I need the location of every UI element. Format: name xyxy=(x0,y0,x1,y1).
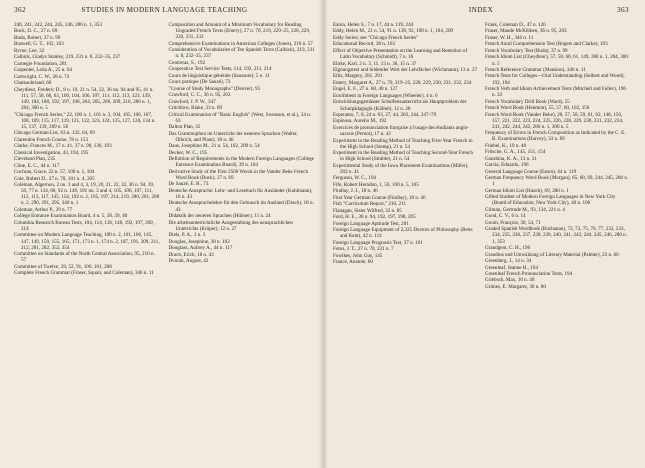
index-entry: Exercices de prononciation française à l'usage des étudiants anglo-saxons (Pernot), 17 n. 42 xyxy=(333,124,469,138)
index-entry: Composition and Amount of a Minimum Vocabulary for Reading Ungraded French Texts (Emery), 27 n. 70, 219, 220–25, 228, 229, 230, 231, 232 xyxy=(168,22,311,41)
index-entry: Douglas, Josephine, 38 n. 102 xyxy=(168,238,230,245)
index-entry: Coleman, Algernon, 2 nn. 3 and 4, 3, 19, 20, 21, 22, 32, 36 n. 94, 39, 50, 77 n. 134, 88, 92 n. 149, 101 nn. 3 and 4, 105, 106, 107, 111, 112, 113, 117, 145, 154, 192 n. 2, 195, 197, 214, 219, 280, 281, 288 n. 2, 290, 291, 295, 346 n. 1 xyxy=(14,182,160,207)
index-entry: Greenberg, J., 14 n. 34 xyxy=(485,258,532,265)
index-entry: Fotos, J. T., 27 n. 70, 231 n. 7 xyxy=(333,246,394,253)
index-entry: Buda, Robert, 37 n. 99 xyxy=(14,34,61,41)
index-entry: Committee on Modern Language Teaching, 100 n. 2, 101, 106, 145, 147, 149, 150, 155, 165, 171, 173 n. 1, 174 n. 2, 187, 191, 209, 211, 212, 281, 282, 352, 354 xyxy=(14,232,160,251)
index-entry: German Frequency Word Book (Morgan), 65, 68, 69, 244, 245, 280 n. 1 xyxy=(485,175,629,188)
index-entry: Critical Examination of "Basic English" (West, Swenson, et al.), 24 n. 63 xyxy=(168,111,312,124)
index-entry: Friebel, K., 19 n. 48 xyxy=(485,142,527,149)
index-entry: Das Grammophon im Unterricht der neueren Sprachen (Walter, Olbrich, and Plaut), 18 n. 46 xyxy=(168,130,298,143)
index-entry: French Idiom List (Cheydleur), 57, 58, 60, 61, 149, 280 n. 1, 284, 300 n. 5 xyxy=(485,54,628,67)
index-entry: Dalton Plan, 35 xyxy=(168,124,201,131)
right-index-col-1 xyxy=(333,22,477,290)
index-entry: Foreign Language Equipment of 2,325 Doctors of Philosophy (Betts and Kent), 42 n. 114 xyxy=(333,227,473,240)
index-entry: Calbick, Gladys Stanley, 219, 231 n. 8, 232–35, 237 xyxy=(14,54,121,61)
index-entry: Grandgent, C. H., 196 xyxy=(485,245,531,252)
index-entry: Contreras, S., 192 xyxy=(168,59,206,66)
index-entry: Fife, Robert Herndon, 1, 50, 100 n. 5, 105 xyxy=(333,181,419,188)
index-entry: Eddy, Helen M., 21 n. 54, 91 n. 138, 92, 100 n. 1, 104, 209 xyxy=(333,28,454,35)
index-entry: Clarendon French Course, 78 n. 153 xyxy=(14,136,88,143)
index-entry: Fowlkes, John Guy, 145 xyxy=(333,252,383,259)
index-entry: Ferguson, W. C., 194 xyxy=(333,175,377,182)
index-entry: Cooperative Test Service Tests, 114, 192, 211, 214 xyxy=(168,66,272,73)
index-entry: Consideration of Vocabularies of Ten Spanish Texts (Calbick), 219, 231 n. 8, 232–35, 237 xyxy=(168,47,315,60)
index-entry: Ehrke, Karl, 2 n. 3, 11, 13 n. 30, 15 n. 37 xyxy=(333,60,417,67)
index-entry: Ford, H. E., 36 n. 94, 192, 197, 198, 205 xyxy=(333,214,416,221)
index-entry: Eddy Series; see "Chicago French Series" xyxy=(333,34,419,41)
index-entry: Greenleaf French Pronunciation Tests, 194 xyxy=(485,270,573,277)
index-entry: Columbia Research Bureau Tests, 104, 114, 136, 148, 192, 197, 209, 214 xyxy=(14,219,154,232)
index-entry: Crawford, C. C., 36 n. 95, 203 xyxy=(168,92,231,99)
index-entry: Daus, Josephine M., 21 n. 54, 102, 209 n. 54 xyxy=(168,143,260,150)
index-entry: Coleman, Arthur P., 29 n. 77 xyxy=(14,206,73,213)
index-entry: Garcia, Eduardo, 196 xyxy=(485,162,529,169)
index-entry: General Language Course (Eaton), 44 n. 119 xyxy=(485,168,577,175)
index-entry: Decker, W. C., 195 xyxy=(168,149,208,156)
index-entry: Eignungstest und bildender Wert der Lehrfächer (Wichmann), 13 n. 37 xyxy=(333,67,477,73)
index-entry: Diels, P. A., 1 n. 3 xyxy=(168,232,206,239)
index-entry: French Aural Comprehension Test (Rogers and Clarke), 193 xyxy=(485,41,608,48)
index-entry: Gouin, François, 30, 54, 71 xyxy=(485,219,541,226)
index-entry: Enrollment in Foreign Languages (Wheeler), 4 n. 6 xyxy=(333,92,438,99)
index-entry: Educational Record, 38 n. 103 xyxy=(333,41,395,48)
index-entry: "Course of Study Monographs" (Denver), 93 xyxy=(168,85,261,92)
index-entry: Good, C. V., 6 n. 14 xyxy=(485,213,526,220)
index-entry: Cartwright, C. W., 28 n. 74 xyxy=(14,73,70,80)
index-entry: Findlay, J. J., 18 n. 46 xyxy=(333,188,378,195)
index-entry: Deutsche Aussprache: Lehr- und Lesebuch für Ausländer (Kuhlmann), 18 n. 43 xyxy=(168,187,313,200)
index-entry: Critchlow, Blake, 33 n. 89 xyxy=(168,105,223,112)
index-entry: Experiment in the Reading Method of Teaching Second-Year French in High School (Struble), 21 n. 54 xyxy=(333,150,473,163)
left-running-title: STUDIES IN MODERN LANGUAGE TEACHING xyxy=(81,6,248,14)
index-entry: Chicago German List, 63 n. 132, 64, 69 xyxy=(14,130,95,137)
index-entry: Byrne, Lee, 32 xyxy=(14,47,45,54)
index-entry: Buswell, G. T., 102, 103 xyxy=(14,41,64,48)
index-entry: Fraser, Maude McKibben, 36 n. 95, 203 xyxy=(485,28,567,35)
index-entry: Frequency of Errors in French Composition as Indicated by the C. E. B. Examinations (Harvey), 33 n. 89 xyxy=(485,130,626,143)
index-entry: French Word Book (Henmon), 55, 57, 60, 102, 150 xyxy=(485,105,590,112)
index-entry: Gilman, Gertrude M., 93, 134, 221 n. 4 xyxy=(485,206,565,213)
index-entry: Greenleaf, Jeanne H., 194 xyxy=(485,264,538,271)
index-entry: College Entrance Examination Board, 4 n. 5, 38, 39, 40 xyxy=(14,213,128,220)
index-entry: Cours pratique (De Sauzé), 73 xyxy=(168,79,231,86)
index-entry: Cours de linguistique générale (Saussure), 5 n. 11 xyxy=(168,72,270,79)
index-entry: Engel, E. F., 27 n. 68, 48 n. 127 xyxy=(333,86,398,93)
index-entry: Chateaubriand, 60 xyxy=(14,80,52,87)
right-running-head xyxy=(333,6,629,20)
index-entry: Didaktik der neueren Sprachen (Hübner), 11 n. 24 xyxy=(168,213,271,220)
index-entry: Classical Investigation, 43, 194, 195 xyxy=(14,149,89,156)
index-entry: Comprehensive Examinations in American Colleges (Jones), 210 n. 57 xyxy=(168,40,313,47)
index-entry: Grandius und Umwälzung of Literary Material (Palmer), 23 n. 60 xyxy=(485,251,619,258)
index-entry: Definition of Requirements in the Modern Foreign Languages (College Entrance Examination Board), 39 n. 104 xyxy=(168,156,314,169)
index-entry: Cole, Robert D., 27 n. 70, 101 n. 4, 205 xyxy=(14,175,95,182)
right-page xyxy=(323,0,645,468)
index-entry: Foreign Language Aptitude Test, 201 xyxy=(333,220,409,227)
index-entry: Crawford, J. P. W., 347 xyxy=(168,98,216,105)
index-entry: Drach, Erich, 18 n. 43 xyxy=(168,251,214,258)
index-entry: French Vocabulary Test (Buda), 37 n. 99 xyxy=(485,47,568,54)
index-entry: French Word Book (Vander Beke), 28, 57, 58, 59, 61, 62, 148, 150, 157, 221, 222, 223, 224, 225, 226, 228, 229, 230, 231, 232, 234, 241, 242, 244, 245, 280 n. 1, 300 n. 5 xyxy=(485,111,624,130)
index-entry: Cline, E. C., 44 n. 117 xyxy=(14,162,60,169)
index-entry: Eaton, Helen S., 7 n. 17, 44 n. 119, 244 xyxy=(333,22,414,28)
left-running-head xyxy=(14,6,315,20)
index-entry: Carnegie Foundation, 281 xyxy=(14,60,68,67)
index-entry: 240, 241, 242, 244, 245, 246, 280 n. 1, 353 xyxy=(14,22,102,28)
index-entry: French Tests for Colleges—Oral Understanding (Seibert and Wood), 192, 194 xyxy=(485,73,625,86)
index-entry: Cheydleur, Frederic D., 8 n. 19, 21 n. 54, 22, 36 nn. 94 and 95, 41 n. 111, 57, 58, 60, 63, 100, 104, 106, 107, 111, 112, 113, 123, 139, 149, 184, 188, 192, 197, 198, 204, 205, 206, 209, 210, 280 n. 1, 284, 300 n. 5 xyxy=(14,86,154,112)
index-entry: Clarke, Frances M., 17 n. 41, 37 n. 98, 136, 193 xyxy=(14,143,112,150)
index-entry: Espinosa, Aurelio M., 192 xyxy=(333,118,387,125)
index-entry: Dvorak, August, 42 xyxy=(168,258,209,265)
index-entry: Fraser, W. H., 346 n. 11 xyxy=(485,34,534,41)
index-entry: Cleveland Plan, 235 xyxy=(14,156,56,163)
index-entry: French Vocabulary Drill Book (Ward), 55 xyxy=(485,98,570,105)
right-index-columns xyxy=(333,22,629,290)
left-page-number: 362 xyxy=(14,6,26,14)
index-entry: Carpenter, Leila A., 25 n. 64 xyxy=(14,67,72,74)
index-entry: Experimental Study of the Iowa Placement Examinations (Miller), 202 n. 41 xyxy=(333,162,469,175)
right-index-col-2 xyxy=(485,22,629,290)
index-entry: Emery, Margaret A., 27 n. 70, 219–25, 228, 229, 230, 231, 232, 234 xyxy=(333,79,472,86)
left-index-columns xyxy=(14,22,315,277)
index-entry: Foreign Language Prognosis Test, 37 n. 101 xyxy=(333,239,423,246)
index-entry: German Idiom List (Hauch), 69, 280 n. 1 xyxy=(485,187,569,194)
left-index-col-2 xyxy=(169,22,316,277)
index-entry: Douglass, Aubrey A., 44 n. 117 xyxy=(168,245,233,252)
index-entry: Complete French Grammar (Fraser, Squair, and Coleman), 346 n. 11 xyxy=(14,270,154,277)
index-entry: French Reference Grammar (Mansion), 346 n. 11 xyxy=(485,67,586,73)
left-index-col-1 xyxy=(14,22,161,277)
index-entry: Fish "Curriculum Report," 210, 211 xyxy=(333,201,407,208)
index-entry: French Verb and Idiom Achievement Tests (Mitchell and Fuller), 196 n. 22 xyxy=(485,86,626,99)
index-entry: Grimes, E. Margaret, 30 n. 80 xyxy=(485,283,546,290)
book-gutter xyxy=(318,0,328,468)
index-entry: Entwicklungsgemässer Schulfensunterricht als Hauptproblem der Schulpädagogik (Kölhel), 12 n. 28 xyxy=(333,99,467,112)
index-entry: Deutsche Aussprachelehre für den Gebrauch im Ausland (Drach), 18 n. 43 xyxy=(168,200,314,213)
index-entry: Esperanto, 7, 8, 24 n. 63, 27, 44, 203, 244, 247–79 xyxy=(333,112,437,118)
index-entry: Cochran, Grace, 22 n. 57, 100 n. 1, 104 xyxy=(14,169,95,176)
index-entry: First Year German Course (Findlay), 18 n. 46 xyxy=(333,194,426,201)
index-entry: Graded Spanish Wordbook (Buchanan), 72, 73, 75, 76, 77, 232, 233, 234, 235, 236, 237, 238, 239, 240, 241, 242, 244, 245, 246, 280 n. 1, 353 xyxy=(485,226,627,245)
index-entry: Committee of Twelve, 39, 52, 91, 100, 101, 208 xyxy=(14,263,112,270)
index-entry: Committee on Standards of the North Central Association, 95, 210 n. 57 xyxy=(14,251,155,264)
right-page-number: 363 xyxy=(617,6,629,14)
index-entry: France, Anatole, 60 xyxy=(333,259,373,266)
right-running-title: INDEX xyxy=(468,6,494,14)
index-entry: Experiment in the Reading Method of Teaching First-Year French in the High School (Stemp), 21 n. 54 xyxy=(333,137,473,150)
index-entry: De Sauzé, E. B., 73 xyxy=(168,181,209,188)
index-entry: Buck, D. C., 27 n. 69 xyxy=(14,28,58,35)
index-entry: Fritsche, G. A., 145, 151, 154 xyxy=(485,149,546,156)
index-entry: "Chicago French Series," 22, 100 n. 1, 101 n. 3, 104, 105, 106, 107, 108, 109, 115, 117, 119, 121, 122, 123, 124, 125, 127, 128, 134 n. 15, 137, 139, 209 n. 56 xyxy=(14,111,156,130)
index-entry: Effect of Objective Presentation on the Learning and Retention of Latin Vocabulary (Schmidt), 7 n. 16 xyxy=(333,47,468,61)
index-entry: Frank, Coleman D., 47 n. 126 xyxy=(485,22,546,28)
index-entry: Flanagan, Sister Wilfred, 32 n. 85 xyxy=(333,207,402,214)
index-entry: Die arbeitsunterrichtliche Ausgestaltung des neusprachlichen Unterrichts (Krüper), 12 n. 27 xyxy=(168,219,293,232)
index-entry: Griebsch, Max, 10 n. 40 xyxy=(485,277,535,284)
index-entry: Gifted Student of Modern Foreign Languages in New York City (Board of Education, New York City), 40 n. 106 xyxy=(485,194,616,207)
index-entry: Ganshina, K. A., 13 n. 31 xyxy=(485,155,537,162)
index-entry: Ellis, Margery, 281, 291 xyxy=(333,73,383,80)
index-entry: Derivative Study of the First 2500 Words in the Vander Beke French Word Book (Buck), 27 n. 69 xyxy=(168,168,309,181)
